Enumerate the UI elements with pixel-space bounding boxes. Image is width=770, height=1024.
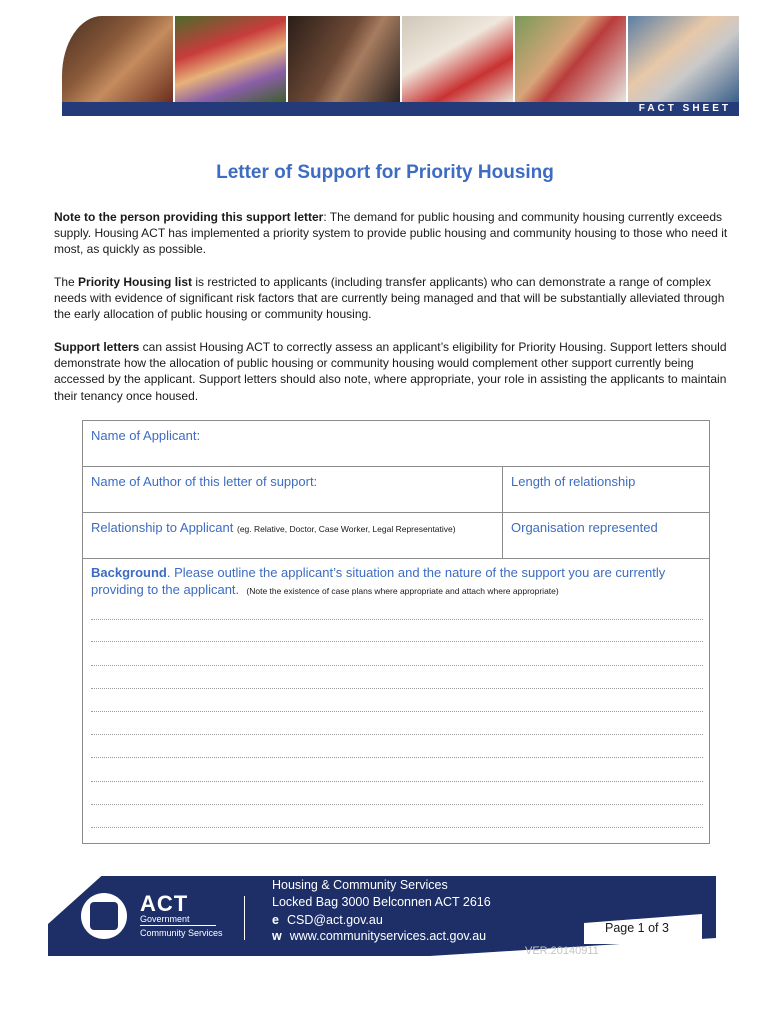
- photo-couple: [628, 16, 739, 102]
- length-of-relationship-field[interactable]: [502, 467, 709, 512]
- priority-list-term: Priority Housing list: [78, 275, 193, 289]
- p2-text: is restricted to applicants (including transfer applicants) who can demonstrate a range of complex needs with evidence of significant risk factors that are currently being managed and that will be substantially alleviated through the early allocation of public housing or community housing.: [54, 275, 725, 322]
- web-link[interactable]: www.communityservices.act.gov.au: [289, 929, 487, 943]
- p2-prefix: The: [54, 275, 79, 289]
- footer-divider: [244, 896, 245, 940]
- background-text: . Please outline the applicant’s situation and the nature of the support you are currently providing to the applicant.: [91, 565, 666, 597]
- row-applicant: [83, 421, 709, 467]
- background-line[interactable]: [91, 619, 703, 620]
- name-of-applicant-field[interactable]: [83, 421, 709, 466]
- intro-paragraph-3: [54, 339, 744, 404]
- intro-paragraph-1: [54, 209, 744, 258]
- relationship-field[interactable]: [83, 513, 502, 558]
- background-note: (Note the existence of case plans where appropriate and attach where appropriate): [246, 586, 559, 596]
- name-of-author-label: Name of Author of this letter of support:: [91, 474, 318, 489]
- background-line[interactable]: [91, 711, 703, 712]
- background-line[interactable]: [91, 757, 703, 758]
- footer-address: Locked Bag 3000 Belconnen ACT 2616: [272, 895, 491, 909]
- organisation-label: Organisation represented: [511, 520, 658, 535]
- background-line[interactable]: [91, 827, 703, 828]
- background-line[interactable]: [91, 804, 703, 805]
- support-letters-term: Support letters: [54, 340, 140, 354]
- photo-elderly-woman: [402, 16, 513, 102]
- relationship-hint: (eg. Relative, Doctor, Case Worker, Legal Representative): [237, 524, 456, 534]
- email-link[interactable]: CSD@act.gov.au: [286, 913, 383, 927]
- background-line[interactable]: [91, 665, 703, 666]
- photo-strip: [62, 16, 739, 102]
- name-of-applicant-label: Name of Applicant:: [91, 428, 201, 443]
- support-letter-form: [82, 420, 710, 844]
- act-coat-of-arms-icon: [81, 893, 127, 939]
- footer: [48, 876, 716, 958]
- footer-email[interactable]: [272, 913, 383, 927]
- fact-sheet-label: FACT SHEET: [638, 103, 731, 114]
- row-relationship: [83, 513, 709, 559]
- background-line[interactable]: [91, 641, 703, 642]
- organisation-field[interactable]: [502, 513, 709, 558]
- row-author: [83, 467, 709, 513]
- note-heading: Note to the person providing this support letter: [54, 210, 324, 224]
- header-bar: [62, 102, 739, 116]
- relationship-label: Relationship to Applicant: [91, 520, 234, 535]
- intro-paragraph-2: [54, 274, 744, 323]
- web-label: w: [272, 929, 282, 943]
- background-line[interactable]: [91, 781, 703, 782]
- photo-children: [62, 16, 173, 102]
- photo-family: [175, 16, 286, 102]
- email-label: e: [272, 913, 279, 927]
- background-heading: Background: [91, 565, 167, 580]
- background-line[interactable]: [91, 734, 703, 735]
- act-logo-text: ACT: [140, 891, 189, 916]
- logo-divider: [140, 925, 216, 926]
- length-of-relationship-label: Length of relationship: [511, 474, 636, 489]
- version-label: VER:20140911: [525, 945, 599, 957]
- background-prompt: [91, 564, 701, 600]
- header-banner: [62, 16, 739, 116]
- background-line[interactable]: [91, 688, 703, 689]
- page-number: Page 1 of 3: [605, 921, 669, 935]
- community-services-label: Community Services: [140, 928, 223, 938]
- photo-hands: [288, 16, 399, 102]
- government-label: Government: [140, 914, 190, 924]
- page-title: Letter of Support for Priority Housing: [216, 162, 554, 183]
- footer-org: Housing & Community Services: [272, 878, 448, 892]
- note-text: : The demand for public housing and community housing currently exceeds supply. Housing ACT has implemented a priority system to provide public housing and community housing to those who need it most, as quickly as possible.: [54, 210, 728, 257]
- name-of-author-field[interactable]: [83, 467, 502, 512]
- photo-woman-smiling: [515, 16, 626, 102]
- footer-web[interactable]: [272, 929, 486, 943]
- p3-text: can assist Housing ACT to correctly assess an applicant’s eligibility for Priority Housing. Support letters should demonstrate how the allocation of public housing or community housing would complement other support currently being accessed by the applicant. Support letters should also note, where appropriate, your role in assisting the applicants to maintain their tenancy once housed.: [54, 340, 727, 403]
